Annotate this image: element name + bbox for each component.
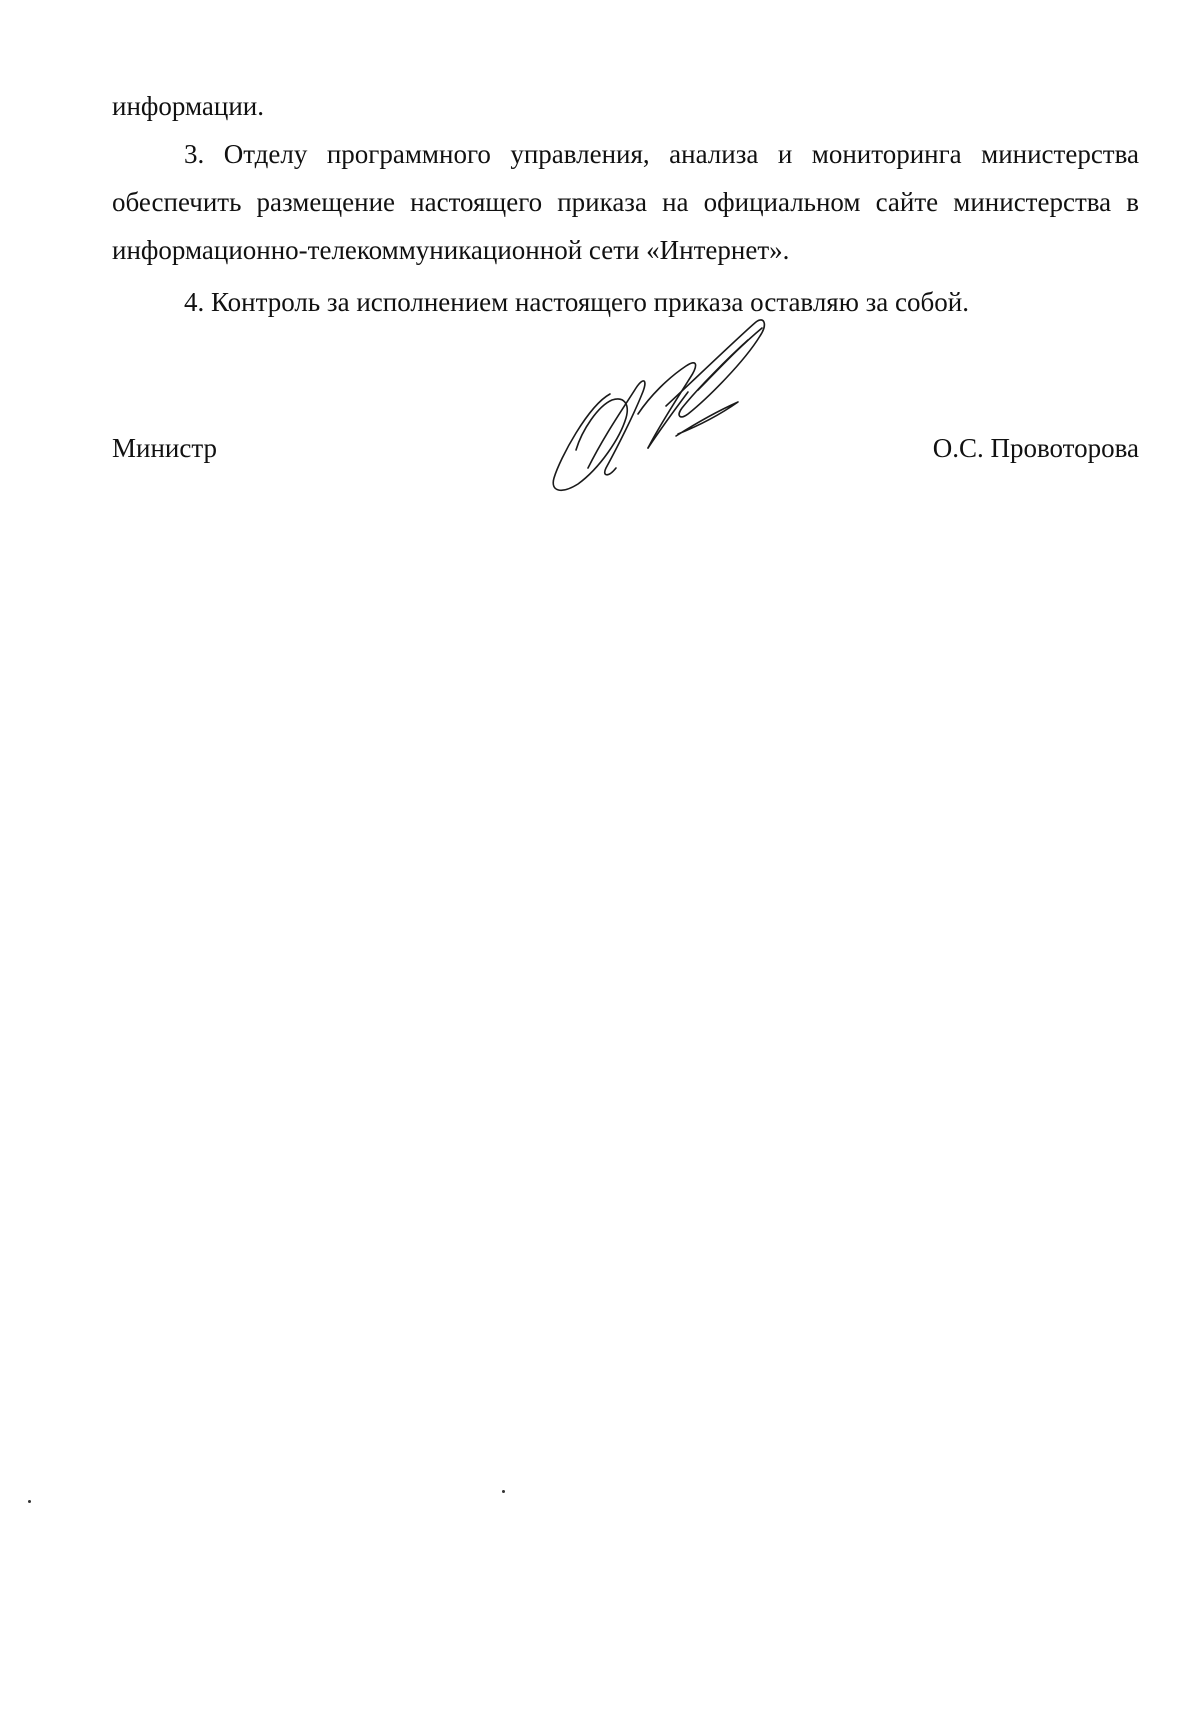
scan-speck [28,1500,31,1503]
paragraph-item-3: 3. Отделу программного управления, анализа и мониторинга министерства обеспечить размещение настоящего приказа на официальном сайте министерства в информационно-телекоммуникационной сети «Интернет». [112,139,1139,265]
signatory-name: О.С. Провоторова [932,433,1139,463]
scan-speck [502,1490,505,1493]
handwritten-signature [548,318,818,498]
paragraph-item-4: 4. Контроль за исполнением настоящего приказа оставляю за собой. [184,287,969,317]
paragraph-continuation: информации. [112,91,264,121]
signatory-title: Министр [112,433,217,463]
document-body [112,82,1139,326]
